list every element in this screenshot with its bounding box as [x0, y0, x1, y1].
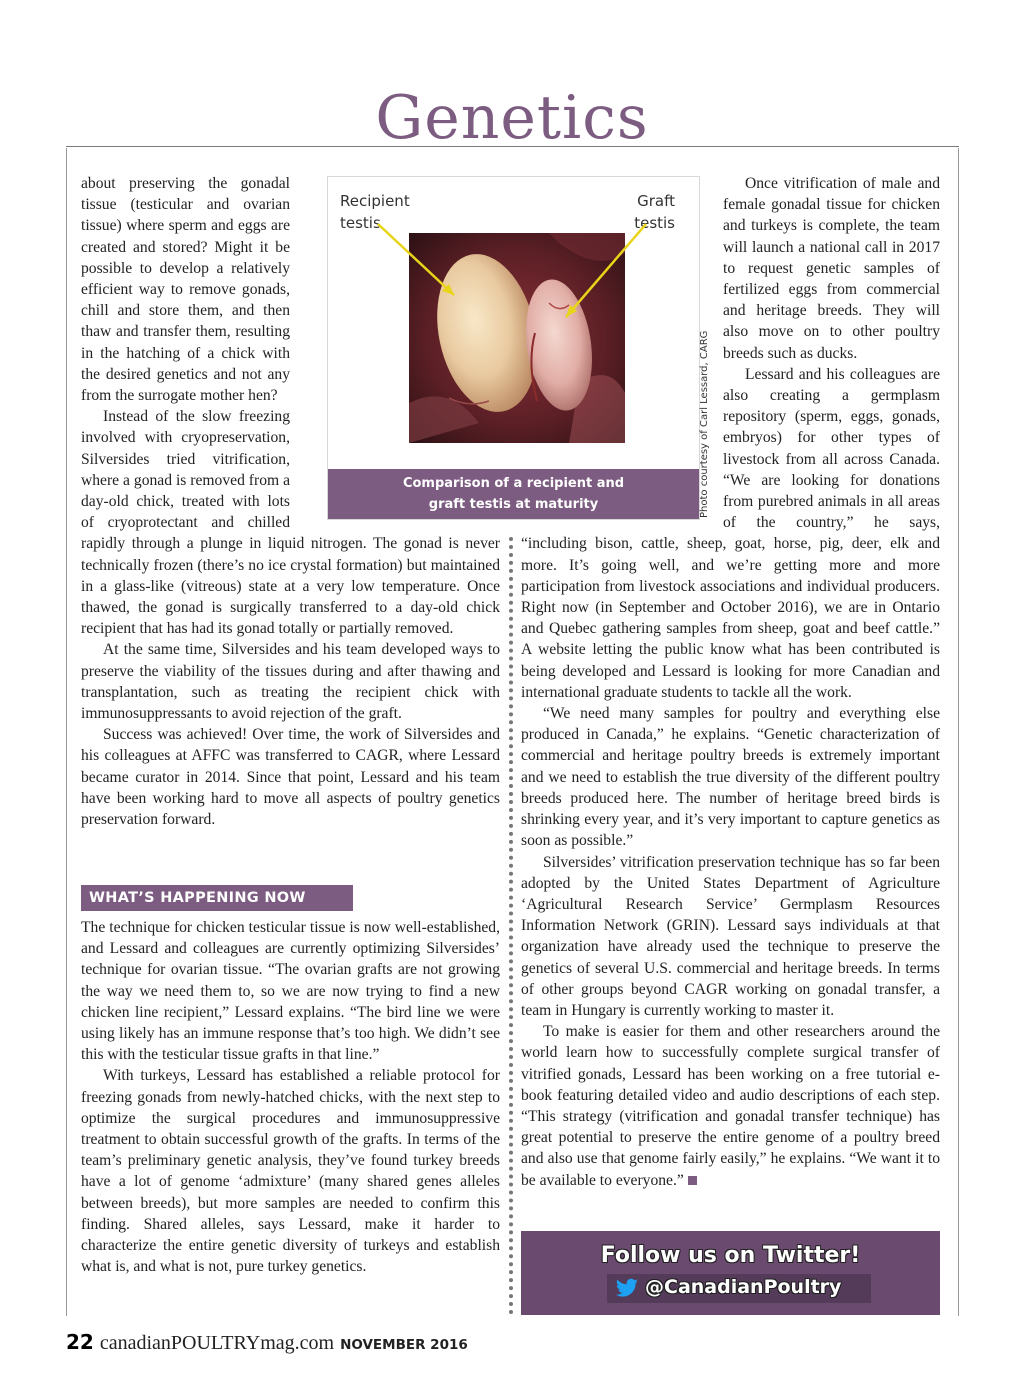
paragraph: Lessard and his colleagues are also creating a germplasm repository (sperm, eggs, gonads, embryos) for other types of livestock from all across Canada. “We are looking for donations from purebred animals in all areas of the country,” he says, “including bison, cattle, sheep, goat, horse, pig, deer, elk and more. It’s going well, and we’re getting more and more participation from livestock associations and individual producers. Right now (in September and October 2016), we are in Ontario and Quebec gathering samples from sheep, goat and beef cattle.” A website letting the public know what has been contributed is being developed and Lessard is looking for more Canadian and international graduate students to tackle all the work.: [521, 365, 940, 701]
paragraph: At the same time, Silversides and his team developed ways to preserve the viability of the tissues during and after thawing and transplantation, such as treating the recipient chick with immunosuppressants to avoid rejection of the graft.: [81, 641, 500, 723]
label-line: Recipient: [340, 192, 410, 210]
twitter-handle-bar[interactable]: [607, 1274, 871, 1303]
twitter-title: Follow us on Twitter!: [600, 1243, 861, 1268]
label-line: testis: [634, 214, 675, 232]
page-number: 22: [66, 1330, 94, 1354]
label-arrows: [328, 177, 699, 469]
frame-left-border: [66, 148, 67, 1316]
paragraph: Silversides’ vitrification preservation technique has so far been adopted by the United States Department of Agriculture ‘Agricultural Research Service’ Germplasm Resources Information Network (GRIN). Lessard says individuals at that organization have already used the technique to preserve the genetics of several U.S. commercial and heritage breeds. In terms of other groups beyond CAGR working on gonadal transfer, a team in Hungary is currently working to master it.: [521, 853, 940, 1019]
site-url[interactable]: canadianPOULTRYmag.com: [99, 1332, 335, 1354]
paragraph: Once vitrification of male and female gonadal tissue for chicken and turkeys is complete, the team will launch a national call in 2017 to request genetic samples of fertilized eggs from commercial and heritage breeds. They will also move on to other poultry breeds such as ducks.: [723, 175, 940, 362]
paragraph: about preserving the gonadal tissue (testicular and ovarian tissue) where sperm and eggs are created and stored? Might it be possible to develop a relatively efficient way to remove gonads, chill and store them, and then thaw and transfer them, resulting in the hatching of a chick with the desired genetics and not any from the surrogate mother hen?: [81, 175, 290, 405]
subhead-whats-happening-now: WHAT’S HAPPENING NOW: [81, 885, 353, 911]
figure-caption: [328, 469, 699, 519]
column-divider: [509, 537, 513, 1315]
twitter-handle: @CanadianPoultry: [645, 1276, 842, 1298]
paragraph: Success was achieved! Over time, the work of Silversides and his colleagues at AFFC was transferred to CAGR, where Lessard became curator in 2014. Since that point, Lessard and his team have been working hard to move all aspects of poultry genetics preservation forward.: [81, 726, 500, 829]
title-rule: [66, 146, 959, 147]
page-footer: [66, 1330, 468, 1360]
paragraph: With turkeys, Lessard has established a reliable protocol for freezing gonads from newly-hatched chicks, with the next step to optimize the surgical procedures and immunosuppressive treatment to obtain successful growth of the grafts. In terms of the team’s preliminary genetic analysis, they’ve found turkey breeds have a lot of genome ‘admixture’ (many shared genes alleles between breeds), but more samples are needed to confirm this finding. Shared alleles, says Lessard, make it harder to characterize the entire genetic diversity of turkeys and establish what is, and what is not, pure turkey genetics.: [81, 1067, 500, 1276]
paragraph-text: To make is easier for them and other researchers around the world learn how to successfully complete surgical transfer of vitrified gonads, Lessard has been working on a free tutorial e-book featuring detailed video and audio descriptions of each step. “This strategy (vitrification and gonadal transfer technique) has great potential to preserve the entire genome of a poultry breed and also use that genome fairly easily,” he explains. “We want it to be available to everyone.”: [521, 1023, 940, 1189]
paragraph: “We need many samples for poultry and everything else produced in Canada,” he explains. “Genetic characterization of commercial and heritage poultry breeds is extremely important and we need to establish the true diversity of the different poultry breeds produced here. The number of heritage breed birds is shrinking every year, and it’s very important to capture genetics as soon as possible.”: [521, 705, 940, 850]
twitter-promo[interactable]: [521, 1231, 940, 1315]
paragraph: The technique for chicken testicular tissue is now well-established, and Lessard and colleagues are currently optimizing Silversides’ technique for ovarian tissue. “The ovarian grafts are not growing the way we need them to, so we are now trying to find a new chicken line recipient,” Lessard explains. “The bird line we were using likely has an immune response that’s too high. We didn’t see this with the testicular tissue grafts in that line.”: [81, 919, 500, 1064]
issue-date: NOVEMBER 2016: [340, 1337, 468, 1353]
caption-line: graft testis at maturity: [428, 497, 599, 512]
twitter-bird-icon: [615, 1278, 639, 1299]
paragraph: Instead of the slow freezing involved with cryopreservation, Silversides tried vitrification, where a gonad is removed from a day-old chick, treated with lots of cryoprotectant and chilled rapidly through a plunge in liquid nitrogen. The gonad is never technically frozen (there’s no ice crystal formation) but maintained in a glass-like (vitreous) state at a very low temperature. Once thawed, the gonad is surgically transferred to a day-old chick recipient that has had its gonad totally or partially removed.: [81, 408, 500, 638]
frame-right-border: [958, 148, 959, 1316]
caption-line: Comparison of a recipient and: [402, 476, 625, 491]
label-line: Graft: [637, 192, 675, 210]
end-of-article-icon: [688, 1176, 697, 1185]
paragraph-last: [521, 1021, 940, 1191]
photo-credit: Photo courtesy of Carl Lessard, CARG: [699, 330, 710, 518]
article-column-left-lower: [81, 917, 500, 1277]
label-line: testis: [340, 214, 381, 232]
section-title: Genetics: [375, 83, 649, 153]
figure: [327, 176, 700, 520]
